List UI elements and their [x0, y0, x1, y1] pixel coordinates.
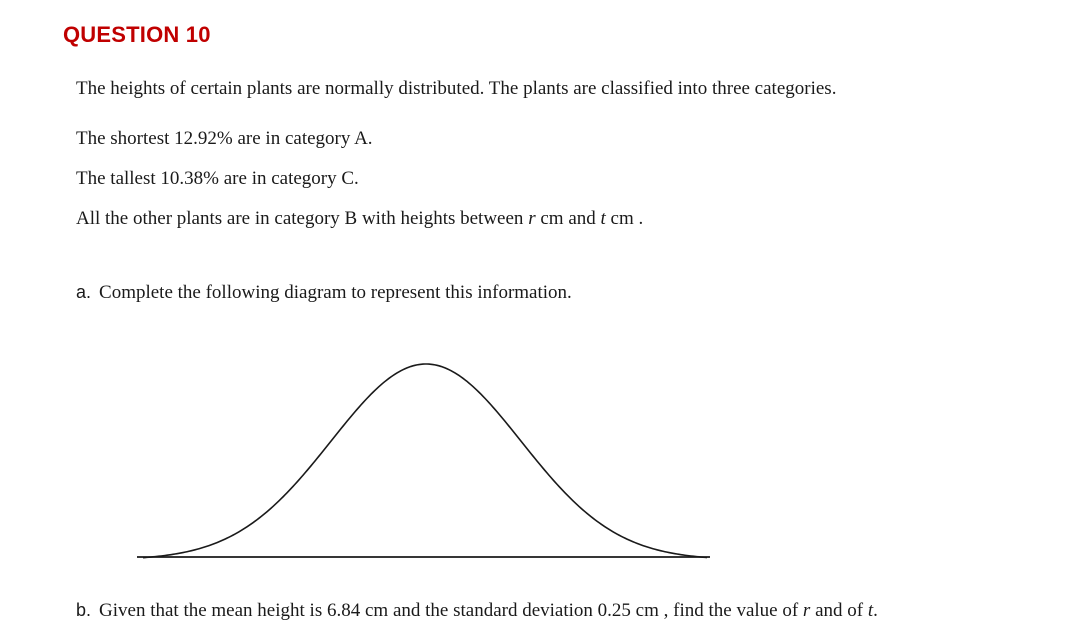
unit-cm-2: cm	[605, 208, 634, 229]
part-b-label: b.	[76, 600, 92, 620]
part-b-prefix: Given that the mean height is	[99, 600, 327, 621]
category-a-suffix: are in category A.	[232, 128, 373, 149]
category-a-percent: 12.92%	[174, 128, 233, 149]
variable-r-b: r	[802, 600, 811, 621]
part-b-end: .	[873, 600, 878, 621]
mean-value: 6.84 cm	[326, 600, 389, 621]
category-b-end: .	[633, 208, 644, 229]
part-b-line	[76, 600, 878, 622]
part-b-mid2: , find the value of	[658, 600, 803, 621]
category-a-prefix: The shortest	[76, 128, 175, 149]
unit-cm-1: cm	[535, 208, 564, 229]
sd-value: 0.25 cm	[597, 600, 659, 621]
part-b-mid: and the standard deviation	[388, 600, 598, 621]
part-a-label: a.	[76, 282, 92, 302]
variable-t-b: t	[867, 600, 874, 621]
category-c-prefix: The tallest	[76, 168, 161, 189]
variable-r: r	[528, 208, 536, 229]
part-a-text: Complete the following diagram to represent this information.	[99, 282, 572, 303]
category-b-prefix: All the other plants are in category B with heights between	[76, 208, 529, 229]
bell-curve	[143, 364, 707, 558]
question-title: QUESTION 10	[63, 22, 211, 47]
category-b-mid: and	[563, 208, 601, 229]
part-b-and: and of	[810, 600, 868, 621]
intro-text: The heights of certain plants are normally distributed. The plants are classified into three categories.	[76, 78, 837, 99]
variable-t: t	[600, 208, 606, 229]
category-c-suffix: are in category C.	[219, 168, 359, 189]
category-c-percent: 10.38%	[160, 168, 219, 189]
